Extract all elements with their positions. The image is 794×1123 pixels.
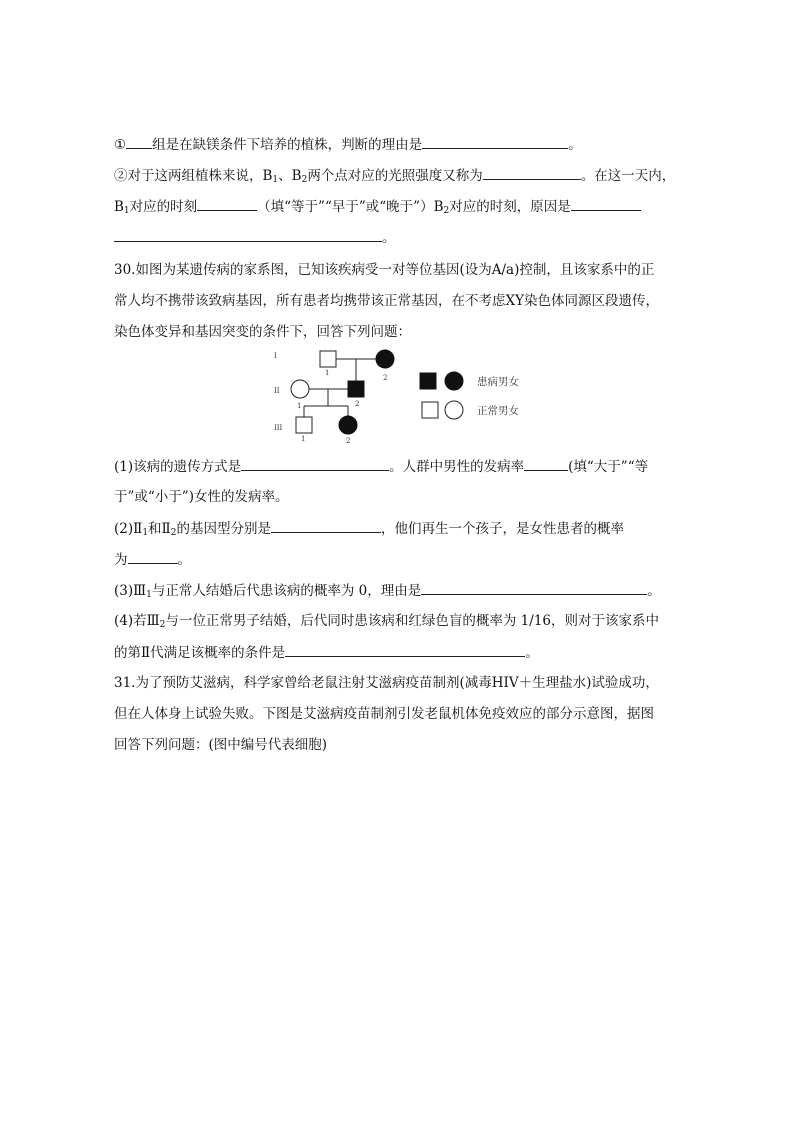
q30-part3: $(3)Ⅲ_1$与正常人结婚后代患该病的概率为 0，理由是 。 (114, 580, 661, 605)
q30-intro-3: 染色体变异和基因突变的条件下，回答下列问题： (114, 324, 411, 340)
num-I-2: 2 (383, 374, 388, 382)
legend-normal-female-icon (445, 401, 463, 419)
q29-line-3: $B_1$对应的时刻 （填“等于”“早于”或“晚于$”)B_2$对应的时刻，原因是 (114, 196, 641, 221)
answer-blank[interactable] (285, 642, 525, 657)
gen1-female-2-affected (376, 350, 394, 368)
gen1-male-1 (320, 351, 336, 367)
answer-blank[interactable] (241, 456, 389, 471)
q30-intro-2: 常人均不携带该致病基因，所有患者均携带该正常基因，在不考虑XY染色体同源区段遗传， (114, 293, 660, 309)
answer-blank[interactable] (114, 227, 382, 242)
gen-label-I: I (274, 352, 277, 360)
q29-line-1: ① 组是在缺镁条件下培养的植株，判断的理由是 。 (114, 134, 582, 155)
q29-line-4: 。 (114, 227, 396, 248)
answer-blank[interactable] (422, 134, 568, 149)
num-III-2: 2 (346, 437, 351, 445)
answer-blank[interactable] (197, 196, 257, 211)
answer-blank[interactable] (421, 580, 647, 595)
num-II-2: 2 (355, 400, 360, 408)
q30-part4: (4)若$Ⅲ_2$与一位正常男子结婚，后代同时患该病和红绿色盲的概率为 1/16，则对于该家系中 (114, 613, 659, 630)
q31-line-3: 回答下列问题：(图中编号代表细胞) (114, 737, 328, 753)
q31-line-2: 但在人体身上试验失败。下图是艾滋病疫苗制剂引发老鼠机体免疫效应的部分示意图，据图 (114, 706, 654, 722)
answer-blank[interactable] (128, 549, 178, 564)
gen2-male-2-affected (348, 381, 364, 397)
gen3-male-1 (296, 417, 312, 433)
q30-part4-cont: 的第Ⅱ代满足该概率的条件是 。 (114, 642, 539, 663)
answer-blank[interactable] (483, 165, 581, 180)
gen-label-II: II (274, 387, 280, 395)
q30-intro-1: 30.如图为某遗传病的家系图，已知该疾病受一对等位基因(设为A/a)控制，且该家系中的正 (114, 262, 655, 278)
q30-part2: $(2)Ⅱ_1$和$Ⅱ_2$的基因型分别是 ，他们再生一个孩子，是女性患者的概率 (114, 518, 624, 543)
legend-affected-female-icon (445, 372, 463, 390)
q31-line-1: 31.为了预防艾滋病，科学家曾给老鼠注射艾滋病疫苗制剂(减毒HIV＋生理盐水)试验成功， (114, 675, 659, 691)
num-II-1: 1 (297, 402, 302, 410)
num-I-1: 1 (325, 369, 330, 377)
legend-affected-male-icon (420, 373, 436, 389)
q30-part1: (1)该病的遗传方式是 。人群中男性的发病率 (填“大于”“等 (114, 456, 648, 477)
q29-line-2: ②对于这两组植株来说，$B_1$、$B_2$两个点对应的光照强度又称为 。在这一天内， (114, 165, 675, 190)
q30-part2-cont: 为 。 (114, 549, 191, 570)
legend-normal-male-icon (422, 402, 438, 418)
legend-affected-label: 患病男女 (477, 376, 519, 388)
answer-blank[interactable] (126, 134, 152, 149)
gen2-female-1 (291, 380, 309, 398)
gen3-female-2-affected (339, 416, 357, 434)
legend-normal-label: 正常男女 (477, 405, 519, 417)
num-III-1: 1 (301, 435, 306, 443)
answer-blank[interactable] (571, 196, 641, 211)
answer-blank[interactable] (271, 518, 381, 533)
answer-blank[interactable] (524, 456, 568, 471)
pedigree-chart (268, 346, 538, 445)
gen-label-III: III (274, 424, 283, 432)
q30-part1-cont: 于”或“小于”)女性的发病率。 (114, 489, 289, 505)
